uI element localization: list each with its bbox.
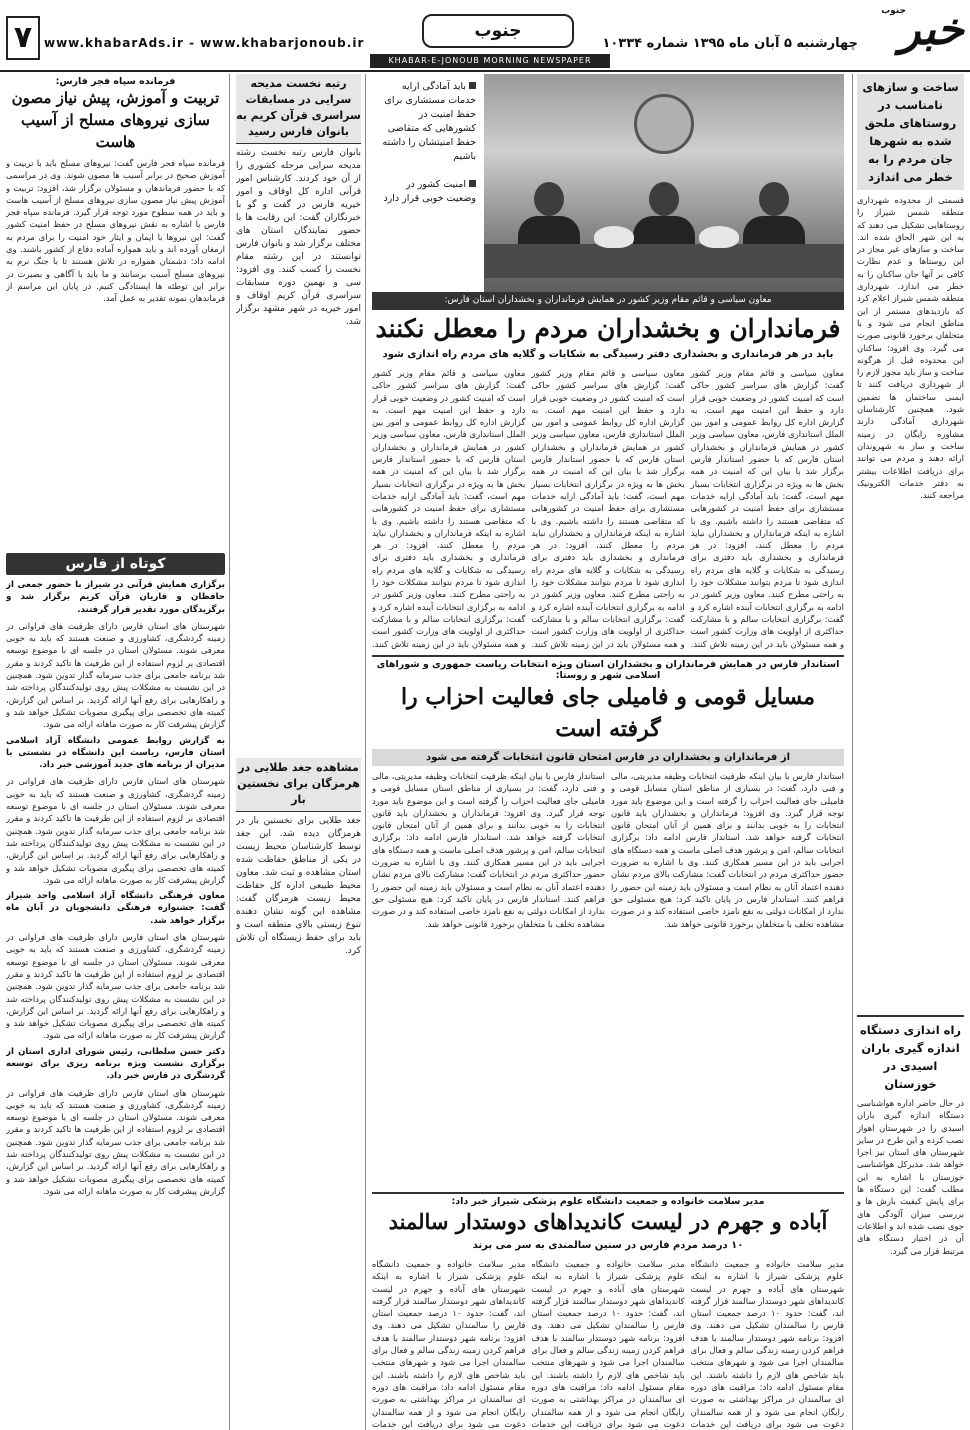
flower-icon — [594, 226, 634, 248]
narrow-headline-1: رتبه نخست مدیحه سرایی در مسابقات سراسری قرآن کریم به بانوان فارس رسید — [236, 74, 361, 144]
article-3-col: مدیر سلامت خانواده و جمعیت دانشگاه علوم پزشکی شیراز با اشاره به اینکه شهرستان های آباده و جهرم در لیست کاندیداهای شهر دوستدار سالمند قرار گرفته اند، گفت: حدود ۱۰ درصد جمعیت استان فارس را سالمندان تشکیل می دهند. وی افزود: برنامه شهر دوستدار سالمند با هدف فراهم کردن زمینه زندگی سالم و فعال برای سالمندان اجرا می شود و شهرهای منتخب باید شاخص های لازم را داشته باشند. این مقام مسئول ادامه داد: مراقبت های دوره ای سالمندان در مراکز بهداشتی به صورت رایگان انجام می شود و از همه سالمندان دعوت می شود برای دریافت این خدمات — [372, 1259, 526, 1429]
narrow-column — [236, 74, 366, 1430]
bullet-icon — [469, 180, 476, 187]
photo-caption: معاون سیاسی و قائم مقام وزیر کشور در همایش فرمانداران و بخشداران استان فارس: — [372, 292, 844, 308]
issue-date: چهارشنبه ۵ آبان ماه ۱۳۹۵ شماره ۱۰۳۳۴ — [602, 36, 858, 51]
bullet-2: امنیت کشور در وضعیت خوبی قرار دارد — [383, 179, 476, 204]
banner-strip: KHABAR-E-JONOUB MORNING NEWSPAPER — [370, 54, 610, 68]
masthead — [0, 0, 970, 70]
lede-2: از فرمانداران و بخشداران در فارس امتحان قانون انتخابات گرفته می شود — [372, 749, 844, 766]
kicker-3: مدیر سلامت خانواده و جمعیت دانشگاه علوم پزشکی شیراز خبر داد: — [451, 1196, 765, 1207]
lede-3: ۱۰ درصد مردم فارس در سنین سالمندی به سر می برند — [472, 1240, 744, 1251]
right-column — [852, 74, 964, 1430]
main-column — [372, 74, 844, 1430]
left-column — [6, 74, 230, 1430]
article-3-col: مدیر سلامت خانواده و جمعیت دانشگاه علوم پزشکی شیراز با اشاره به اینکه شهرستان های آباده و جهرم در لیست کاندیداهای شهر دوستدار سالمند قرار گرفته اند، گفت: حدود ۱۰ درصد جمعیت استان فارس را سالمندان تشکیل می دهند. وی افزود: برنامه شهر دوستدار سالمند با هدف فراهم کردن زمینه زندگی سالم و فعال برای سالمندان اجرا می شود و شهرهای منتخب باید شاخص های لازم را داشته باشند. این مقام مسئول ادامه داد: مراقبت های دوره ای سالمندان در مراکز بهداشتی به صورت رایگان انجام می شود و از همه سالمندان دعوت می شود برای دریافت این خدمات — [690, 1259, 844, 1429]
short-news-text: شهرستان های استان فارس دارای ظرفیت های فراوانی در زمینه گردشگری، کشاورزی و صنعت هستند که باید به خوبی معرفی شوند. مسئولان استان در جلسه ای با موضوع توسعه اقتصادی بر لزوم استفاده از این ظرفیت ها تاکید کردند و مقرر شد برنامه جامعی برای جذب سرمایه گذار تدوین شود. همچنین در این نشست به مشکلات پیش روی تولیدکنندگان پرداخته شد و راهکارهایی برای رفع آنها ارائه گردید. بر اساس این گزارش، کمیته های تخصصی برای پیگیری مصوبات تشکیل خواهد شد و گزارش پیشرفت کار به صورت ماهانه ارائه می شود. — [6, 776, 225, 885]
website-url[interactable]: www.khabarAds.ir - www.khabarjonoub.ir — [44, 36, 365, 50]
left-kicker-1: فرمانده سپاه فجر فارس: — [55, 76, 176, 87]
newspaper-logo — [864, 4, 964, 62]
logo-subtitle: جنوب — [881, 6, 906, 16]
headline-1: فرمانداران و بخشداران مردم را معطل نکنند — [375, 314, 841, 343]
short-news-item: برگزاری همایش قرآنی در شیراز با حضور جمعی از حافظان و قاریان قرآن کریم برگزار شد و برگزیدگان مورد تقدیر قرار گرفتند. — [6, 580, 225, 615]
emblem-icon — [634, 94, 694, 154]
article-2-col: استاندار فارس با بیان اینکه ظرفیت انتخابات وظیفه مدیریتی، مالی و فنی دارد، گفت: در بسیاری از مناطق استان مسایل قومی و فامیلی جای فعالیت احزاب را گرفته است و این موضوع باید مورد توجه قرار گیرد. وی افزود: فرمانداران و بخشداران باید قانون انتخابات را به خوبی بدانند و برای همین از آنان امتحان قانون انتخابات گرفته خواهد شد. استاندار فارس ادامه داد: برگزاری انتخابات سالم، امن و پرشور هدف اصلی ماست و همه دستگاه های اجرایی باید در این مسیر همکاری کنند. وی با اشاره به ضرورت حضور حداکثری مردم در انتخابات گفت: مشارکت بالای مردم نشان دهنده اعتماد آنان به نظام است و مسئولان باید زمینه این حضور را فراهم کنند. استاندار فارس در پایان تاکید کرد: هیچ مسئولی حق ندارد از امکانات دولتی به نفع نامزد خاصی استفاده کند و در صورت مشاهده تخلف با متخلفان برخورد قانونی خواهد شد. — [611, 771, 844, 929]
lede-1: باید در هر فرمانداری و بخشداری دفتر رسیدگی به شکایات و گلایه های مردم راه اندازی شود — [382, 349, 834, 360]
short-news-header: کوتاه از فارس — [6, 553, 225, 575]
right-headline-1: ساخت و سازهای نامناسب در روستاهای ملحق شده به شهرها جان مردم را به خطر می اندازد — [857, 74, 964, 190]
page-number: ۷ — [6, 16, 40, 60]
article-3-body — [372, 1254, 844, 1429]
narrow-article-2: جغد طلایی برای نخستین بار در هرمزگان دیده شد. این جغد توسط کارشناسان محیط زیست در یکی از مناطق حفاظت شده استان مشاهده و ثبت شد. معاون محیط طبیعی اداره کل حفاظت محیط زیست هرمزگان گفت: مشاهده این گونه نشان دهنده تنوع زیستی بالای منطقه است و باید برای حفظ زیستگاه آن تلاش کرد. — [236, 816, 361, 956]
narrow-headline-2: مشاهده جغد طلایی در هرمزگان برای نخستین بار — [236, 758, 361, 812]
article-1-col: معاون سیاسی و قائم مقام وزیر کشور گفت: گزارش های سراسر کشور حاکی است که امنیت کشور در وضعیت خوبی قرار دارد و حفظ این امنیت مهم است. به گزارش اداره کل روابط عمومی و امور بین الملل استانداری فارس، معاون سیاسی وزیر کشور در همایش فرمانداران و بخشداران استان فارس که با حضور استاندار فارس برگزار شد با بیان این که امنیت در همه بخش ها به ویژه در برگزاری انتخابات بسیار مهم است، گفت: باید آمادگی ارایه خدمات مستشاری برای حفظ امنیت در کشورهایی که متقاضی هستند را داشته باشیم. وی با اشاره به اینکه فرمانداران و بخشداران نباید مردم را معطل کنند، افزود: در هر فرمانداری و بخشداری باید دفتری برای رسیدگی به شکایات و گلایه های مردم راه اندازی شود تا مردم بتوانند مشکلات خود را به راحتی مطرح کنند. معاون وزیر کشور در ادامه به برگزاری انتخابات آینده اشاره کرد و گفت: برگزاری انتخابات سالم و با مشارکت حداکثری از اولویت های وزارت کشور است و همه مسئولان باید در این زمینه تلاش کنند. — [690, 368, 844, 649]
article-1-body — [372, 363, 844, 649]
section-label: جنوب — [422, 14, 574, 48]
officials-photo — [484, 74, 844, 294]
right-article-1: قسمتی از محدوده شهرداری منطقه شمس شیراز را روستاهایی تشکیل می دهند که به این شهر الحاق شده اند. ساخت و سازهای غیر مجاز در این روستاها و عدم نظارت کافی بر آنها جان ساکنان را به خطر می اندازد. شهرداری منطقه شمس شیراز اعلام کرد که بازدیدهای مستمر از این مناطق انجام می شود و با متخلفان برخورد قانونی صورت می گیرد. وی افزود: ساکنان این محدوده قبل از هرگونه ساخت و ساز باید مجوز لازم را از شهرداری دریافت کنند تا ایمنی ساختمان ها تضمین شود. همچنین کارشناسان شهرداری آمادگی دارند مشاوره رایگان در زمینه ساخت و ساز به شهروندان ارائه دهند و مردم می توانند برای دریافت اطلاعات بیشتر به دفتر خدمات الکترونیک مراجعه کنند. — [857, 195, 964, 501]
article-1-col: معاون سیاسی و قائم مقام وزیر کشور گفت: گزارش های سراسر کشور حاکی است که امنیت کشور در وضعیت خوبی قرار دارد و حفظ این امنیت مهم است. به گزارش اداره کل روابط عمومی و امور بین الملل استانداری فارس، معاون سیاسی وزیر کشور در همایش فرمانداران و بخشداران استان فارس که با حضور استاندار فارس برگزار شد با بیان این که امنیت در همه بخش ها به ویژه در برگزاری انتخابات بسیار مهم است، گفت: باید آمادگی ارایه خدمات مستشاری برای حفظ امنیت در کشورهایی که متقاضی هستند را داشته باشیم. وی با اشاره به اینکه فرمانداران و بخشداران نباید مردم را معطل کنند، افزود: در هر فرمانداری و بخشداری باید دفتری برای رسیدگی به شکایات و گلایه های مردم راه اندازی شود تا مردم بتوانند مشکلات خود را به راحتی مطرح کنند. معاون وزیر کشور در ادامه به برگزاری انتخابات آینده اشاره کرد و گفت: برگزاری انتخابات سالم و با مشارکت حداکثری از اولویت های وزارت کشور است و همه مسئولان باید در این زمینه تلاش کنند. — [531, 368, 685, 649]
short-news-text: شهرستان های استان فارس دارای ظرفیت های فراوانی در زمینه گردشگری، کشاورزی و صنعت هستند که باید به خوبی معرفی شوند. مسئولان استان در جلسه ای با موضوع توسعه اقتصادی بر لزوم استفاده از این ظرفیت ها تاکید کردند و مقرر شد برنامه جامعی برای جذب سرمایه گذار تدوین شود. همچنین در این نشست به مشکلات پیش روی تولیدکنندگان پرداخته شد و راهکارهایی برای رفع آنها ارائه گردید. بر اساس این گزارش، کمیته های تخصصی برای پیگیری مصوبات تشکیل خواهد شد و گزارش پیشرفت کار به صورت ماهانه ارائه می شود. — [6, 620, 225, 730]
lead-photo-block — [372, 74, 844, 310]
desk — [484, 244, 844, 278]
right-article-2: در حال حاضر اداره هواشناسی دستگاه اندازه گیری باران اسیدی را در شهرستان اهواز نصب کرده و این طرح در سایر شهرستان های استان نیز اجرا خواهد شد. مدیرکل هواشناسی خوزستان با اشاره به این مطلب گفت: این دستگاه ها برای پایش کیفیت بارش ها و بررسی میزان آلودگی های جوی نصب شده اند و اطلاعات آن در اختیار دستگاه های مرتبط قرار می گیرد. — [857, 1098, 964, 1256]
logo-text: خبر — [899, 4, 964, 55]
short-news-item: معاون فرهنگی دانشگاه آزاد اسلامی واحد شیراز گفت: جشنواره فرهنگی دانشجویان در آبان ماه برگزار خواهد شد. — [6, 891, 225, 926]
article-3-col: مدیر سلامت خانواده و جمعیت دانشگاه علوم پزشکی شیراز با اشاره به اینکه شهرستان های آباده و جهرم در لیست کاندیداهای شهر دوستدار سالمند قرار گرفته اند، گفت: حدود ۱۰ درصد جمعیت استان فارس را سالمندان تشکیل می دهند. وی افزود: برنامه شهر دوستدار سالمند با هدف فراهم کردن زمینه زندگی سالم و فعال برای سالمندان اجرا می شود و شهرهای منتخب باید شاخص های لازم را داشته باشند. این مقام مسئول ادامه داد: مراقبت های دوره ای سالمندان در مراکز بهداشتی به صورت رایگان انجام می شود و از همه سالمندان دعوت می شود برای دریافت این خدمات — [531, 1259, 685, 1429]
narrow-article-1: بانوان فارس رتبه نخست رشته مدیحه سرایی مرحله کشوری را از آن خود کردند. کارشناس امور قرآنی اداره کل اوقاف و امور خیریه فارس در گفت و گو با خبرنگاران گفت: این رقابت ها با حضور نمایندگان استان های مختلف برگزار شد و بانوان فارس توانستند در این رشته مقام نخست را کسب کنند. وی افزود: سی و نهمین دوره مسابقات سراسری قرآن کریم اوقاف و امور خیریه در شهر مشهد برگزار شد. — [236, 148, 361, 327]
headline-3: آباده و جهرم در لیست کاندیداهای دوستدار سالمند — [388, 1209, 828, 1234]
short-news-item: دکتر حسن سلطانی، رئیس شورای اداری استان از برگزاری نشست ویژه برنامه ریزی برای توسعه گردشگری در فارس خبر داد. — [6, 1046, 225, 1082]
kicker-2: استاندار فارس در همایش فرمانداران و بخشداران استان ویژه انتخابات ریاست جمهوری و شوراهای اسلامی شهر و روستا: — [376, 659, 840, 681]
left-headline-1: تربیت و آموزش، پیش نیاز مصون سازی نیروهای مسلح از آسیب هاست — [11, 89, 220, 151]
photo-bullets — [372, 74, 480, 294]
right-headline-2: راه اندازی دستگاه اندازه گیری باران اسیدی در خوزستان — [857, 1015, 964, 1097]
flower-icon — [699, 226, 739, 248]
article-2-body — [372, 766, 844, 1186]
left-article-1: فرمانده سپاه فجر فارس گفت: نیروهای مسلح باید با تربیت و آموزش صحیح در برابر آسیب ها مصون شوند. وی در مراسمی که با حضور فرماندهان و مسئولان برگزار شد، افزود: تربیت و آموزش پیش نیاز مصون سازی نیروهای مسلح از آسیب هاست و باید در همه سطوح مورد توجه قرار گیرد. فرمانده سپاه فجر فارس با اشاره به نقش نیروهای مسلح در حفظ امنیت کشور گفت: این نیروها با ایمان و ایثار خود امنیت را برای مردم به ارمغان آورده اند و باید همواره آماده دفاع از کشور باشند. وی ادامه داد: دشمنان همواره در تلاش هستند تا با جنگ نرم به نیروهای مسلح آسیب برسانند و ما باید با آگاهی و بصیرت در برابر این توطئه ها ایستادگی کنیم. در پایان این مراسم از فرماندهان نمونه تقدیر به عمل آمد. — [6, 158, 225, 304]
article-1-col: معاون سیاسی و قائم مقام وزیر کشور گفت: گزارش های سراسر کشور حاکی است که امنیت کشور در وضعیت خوبی قرار دارد و حفظ این امنیت مهم است. به گزارش اداره کل روابط عمومی و امور بین الملل استانداری فارس، معاون سیاسی وزیر کشور در همایش فرمانداران و بخشداران استان فارس که با حضور استاندار فارس برگزار شد با بیان این که امنیت در همه بخش ها به ویژه در برگزاری انتخابات بسیار مهم است، گفت: باید آمادگی ارایه خدمات مستشاری برای حفظ امنیت در کشورهایی که متقاضی هستند را داشته باشیم. وی با اشاره به اینکه فرمانداران و بخشداران نباید مردم را معطل کنند، افزود: در هر فرمانداری و بخشداری باید دفتری برای رسیدگی به شکایات و گلایه های مردم راه اندازی شود تا مردم بتوانند مشکلات خود را به راحتی مطرح کنند. معاون وزیر کشور در ادامه به برگزاری انتخابات آینده اشاره کرد و گفت: برگزاری انتخابات سالم و با مشارکت حداکثری از اولویت های وزارت کشور است و همه مسئولان باید در این زمینه تلاش کنند. — [372, 368, 526, 649]
headline-2: مسایل قومی و فامیلی جای فعالیت احزاب را گرفته است — [400, 684, 816, 742]
bullet-icon — [469, 82, 476, 89]
short-news-text: شهرستان های استان فارس دارای ظرفیت های فراوانی در زمینه گردشگری، کشاورزی و صنعت هستند که باید به خوبی معرفی شوند. مسئولان استان در جلسه ای با موضوع توسعه اقتصادی بر لزوم استفاده از این ظرفیت ها تاکید کردند و مقرر شد برنامه جامعی برای جذب سرمایه گذار تدوین شود. همچنین در این نشست به مشکلات پیش روی تولیدکنندگان پرداخته شد و راهکارهایی برای رفع آنها ارائه گردید. بر اساس این گزارش، کمیته های تخصصی برای پیگیری مصوبات تشکیل خواهد شد و گزارش پیشرفت کار به صورت ماهانه ارائه می شود. — [6, 1087, 225, 1196]
short-news-text: شهرستان های استان فارس دارای ظرفیت های فراوانی در زمینه گردشگری، کشاورزی و صنعت هستند که باید به خوبی معرفی شوند. مسئولان استان در جلسه ای با موضوع توسعه اقتصادی بر لزوم استفاده از این ظرفیت ها تاکید کردند و مقرر شد برنامه جامعی برای جذب سرمایه گذار تدوین شود. همچنین در این نشست به مشکلات پیش روی تولیدکنندگان پرداخته شد و راهکارهایی برای رفع آنها ارائه گردید. بر اساس این گزارش، کمیته های تخصصی برای پیگیری مصوبات تشکیل خواهد شد و گزارش پیشرفت کار به صورت ماهانه ارائه می شود. — [6, 932, 225, 1041]
header-divider — [0, 70, 970, 72]
short-news-item: به گزارش روابط عمومی دانشگاه آزاد اسلامی استان فارس، ریاست این دانشگاه در نشستی با مدیران از برنامه های جدید آموزشی خبر داد. — [6, 735, 225, 771]
article-2-col: استاندار فارس با بیان اینکه ظرفیت انتخابات وظیفه مدیریتی، مالی و فنی دارد، گفت: در بسیاری از مناطق استان مسایل قومی و فامیلی جای فعالیت احزاب را گرفته است و این موضوع باید مورد توجه قرار گیرد. وی افزود: فرمانداران و بخشداران باید قانون انتخابات را به خوبی بدانند و برای همین از آنان امتحان قانون انتخابات گرفته خواهد شد. استاندار فارس ادامه داد: برگزاری انتخابات سالم، امن و پرشور هدف اصلی ماست و همه دستگاه های اجرایی باید در این مسیر همکاری کنند. وی با اشاره به ضرورت حضور حداکثری مردم در انتخابات گفت: مشارکت بالای مردم نشان دهنده اعتماد آنان به نظام است و مسئولان باید زمینه این حضور را فراهم کنند. استاندار فارس در پایان تاکید کرد: هیچ مسئولی حق ندارد از امکانات دولتی به نفع نامزد خاصی استفاده کند و در صورت مشاهده تخلف با متخلفان برخورد قانونی خواهد شد. — [372, 771, 605, 929]
bullet-1: باید آمادگی ارایه خدمات مستشاری برای حفظ امنیت در کشورهایی که متقاضی حفظ امنیتشان را داشته باشیم — [382, 81, 476, 162]
